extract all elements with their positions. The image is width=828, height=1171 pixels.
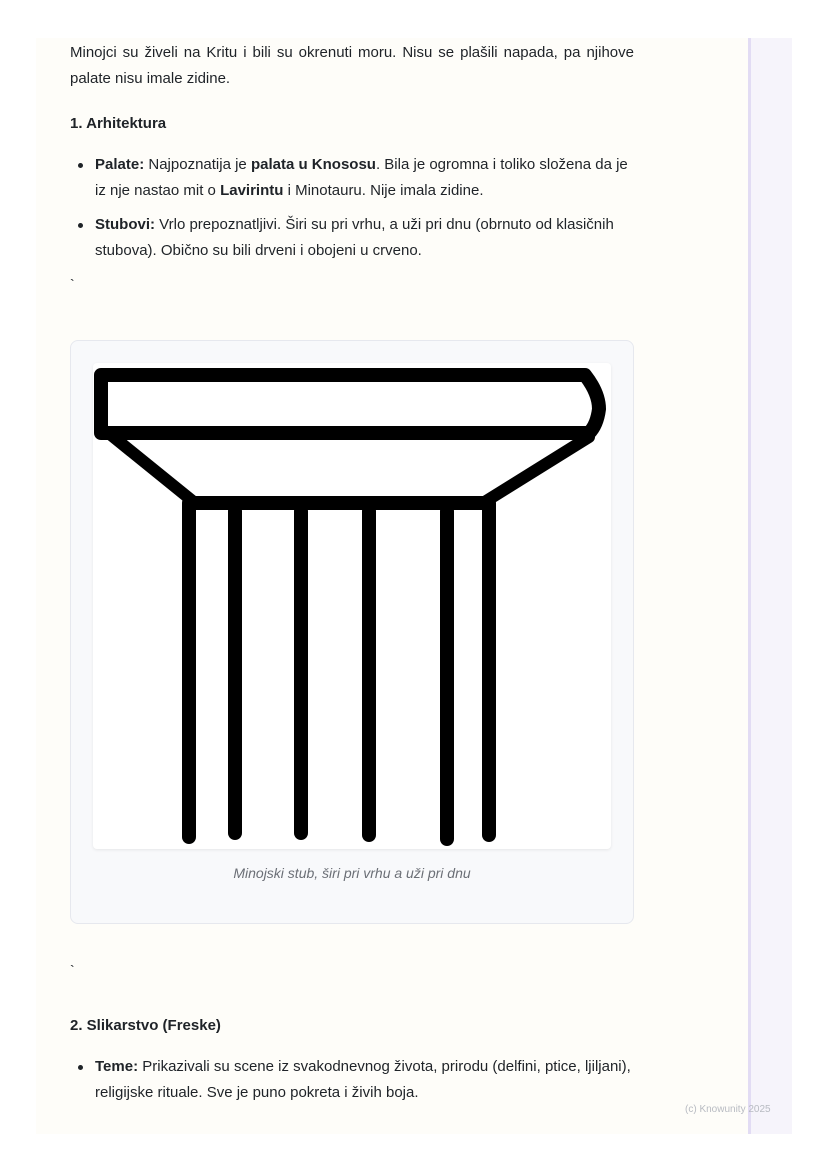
document-page [36, 38, 750, 1134]
item-label: Stubovi: [95, 216, 155, 233]
frescoes-list [70, 1054, 634, 1106]
item-label: Palate: [95, 156, 145, 173]
item-text: Vrlo prepoznatljivi. Širi su pri vrhu, a uži pri dnu (obrnuto od klasičnih stubova). Obično su bili drveni i obojeni u crveno. [95, 216, 614, 259]
content-column [70, 38, 634, 294]
figure-image [93, 363, 611, 849]
list-item-themes [70, 1054, 634, 1106]
item-text: Prikazivali su scene iz svakodnevnog života, prirodu (delfini, ptice, ljiljani), religijske rituale. Sve je puno pokreta i živih boja. [95, 1058, 631, 1101]
side-panel [748, 38, 792, 1134]
stray-tick-mark: ` [70, 962, 75, 978]
item-emphasis: palata u Knososu [250, 156, 376, 173]
capital-slab [101, 375, 599, 433]
section-heading-frescoes: 2. Slikarstvo (Freske) [70, 1017, 221, 1034]
content-column-lower [70, 960, 634, 1114]
figure-card [70, 340, 634, 924]
capital-left-slope [111, 435, 195, 503]
item-label: Teme: [95, 1058, 139, 1075]
copyright-footer: (c) Knowunity 2025 [685, 1104, 771, 1115]
capital-right-slope [483, 437, 589, 503]
item-emphasis: Lavirintu [220, 182, 284, 199]
figure-caption: Minojski stub, širi pri vrhu a uži pri dnu [233, 865, 471, 881]
stray-tick-mark: ` [70, 276, 75, 292]
intro-paragraph: Minojci su živeli na Kritu i bili su okrenuti moru. Nisu se plašili napada, pa njihove palate nisu imale zidine. [70, 44, 634, 87]
item-text: i Minotauru. Nije imala zidine. [283, 182, 484, 199]
section-heading-architecture: 1. Arhitektura [70, 115, 167, 132]
item-text: . Bila je ogromna i toliko složena da je iz nje nastao mit o [95, 156, 628, 199]
list-item-columns [70, 212, 634, 264]
item-text: Najpoznatija je [144, 156, 251, 173]
minoan-column-icon [93, 363, 611, 849]
architecture-list [70, 152, 634, 264]
list-item-palaces [70, 152, 634, 204]
